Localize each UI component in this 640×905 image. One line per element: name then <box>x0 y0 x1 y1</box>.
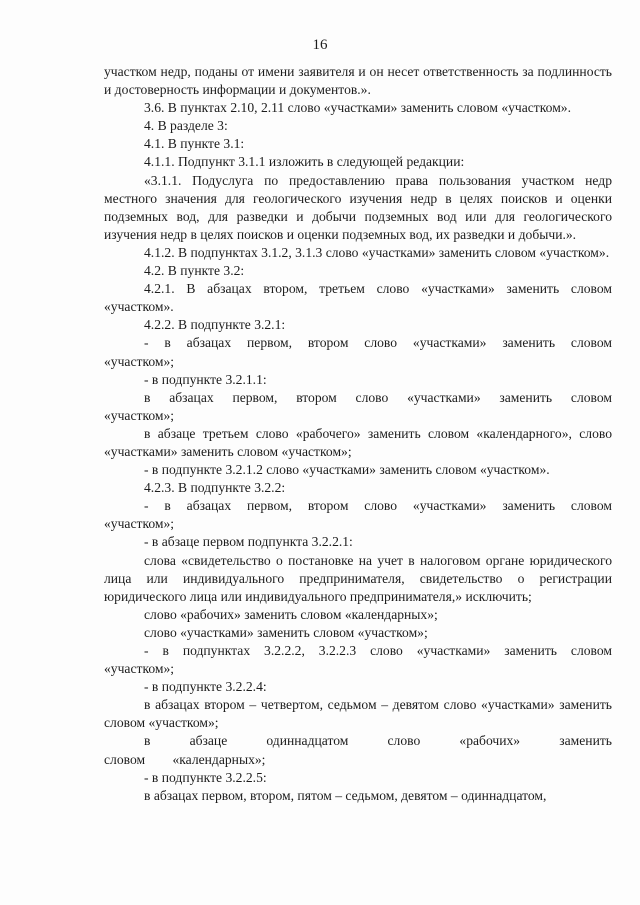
paragraph-list-item: в абзацах первом, втором, пятом – седьмом, девятом – одиннадцатом, <box>144 787 547 803</box>
paragraph-4-2: 4.2. В пункте 3.2: <box>144 263 245 279</box>
paragraph-quote-3-1-1: «3.1.1. Подуслуга по предоставлению права пользования участком недр местного значения для геологического изучения недр в целях поисков и оценки подземных вод, для разведки и добычи подземных вод или для геологического изучения недр в целях поисков и оценки подземных вод, их разведки и добычи.». <box>104 172 612 242</box>
paragraph-list-item: слово «участками» заменить словом «участком»; <box>144 624 428 640</box>
page-number: 16 <box>312 37 328 53</box>
paragraph-list-item: в абзацах втором – четвертом, седьмом – девятом слово «участками» заменить словом «участком»; <box>104 697 612 731</box>
paragraph-list-item: - в подпункте 3.2.1.1: <box>144 371 267 387</box>
paragraph-list-item: в абзаце третьем слово «рабочего» заменить словом «календарного», слово «участками» заменить словом «участком»; <box>104 425 612 459</box>
paragraph-4-1-2: 4.1.2. В подпунктах 3.1.2, 3.1.3 слово «участками» заменить словом «участком». <box>144 244 610 260</box>
paragraph-3-6: 3.6. В пунктах 2.10, 2.11 слово «участками» заменить словом «участком». <box>144 100 572 116</box>
paragraph-4-1: 4.1. В пункте 3.1: <box>144 136 245 152</box>
paragraph-4-2-1: 4.2.1. В абзацах втором, третьем слово «участками» заменить словом «участком». <box>104 281 612 315</box>
paragraph-list-item: - в абзацах первом, втором слово «участками» заменить словом «участком»; <box>104 498 612 532</box>
paragraph-4-2-2: 4.2.2. В подпункте 3.2.1: <box>144 317 286 333</box>
paragraph-list-item: - в абзацах первом, втором слово «участками» заменить словом «участком»; <box>104 335 612 369</box>
paragraph-list-item: слово «рабочих» заменить словом «календарных»; <box>144 606 438 622</box>
paragraph-list-item: - в подпункте 3.2.2.4: <box>144 679 267 695</box>
paragraph-continuation: участком недр, поданы от имени заявителя и он несет ответственность за подлинность и достоверность информации и документов.». <box>104 64 612 98</box>
paragraph-list-item: слова «свидетельство о постановке на учет в налоговом органе юридического лица или индивидуального предпринимателя, свидетельство о регистрации юридического лица или индивидуального предпринимателя,» исключить; <box>104 552 612 604</box>
paragraph-section-4: 4. В разделе 3: <box>144 118 228 134</box>
paragraph-4-2-3: 4.2.3. В подпункте 3.2.2: <box>144 480 286 496</box>
paragraph-list-item: - в подпункте 3.2.2.5: <box>144 769 267 785</box>
paragraph-list-item: - в подпунктах 3.2.2.2, 3.2.2.3 слово «участками» заменить словом «участком»; <box>104 643 612 677</box>
paragraph-4-1-1: 4.1.1. Подпункт 3.1.1 изложить в следующей редакции: <box>144 154 465 170</box>
paragraph-list-item: в абзаце одиннадцатом слово «рабочих» заменить словом «календарных»; <box>104 733 612 767</box>
paragraph-list-item: - в абзаце первом подпункта 3.2.2.1: <box>144 534 353 550</box>
paragraph-list-item: - в подпункте 3.2.1.2 слово «участками» заменить словом «участком». <box>144 462 550 478</box>
document-body <box>104 63 612 805</box>
paragraph-list-item: в абзацах первом, втором слово «участками» заменить словом «участком»; <box>104 389 612 423</box>
